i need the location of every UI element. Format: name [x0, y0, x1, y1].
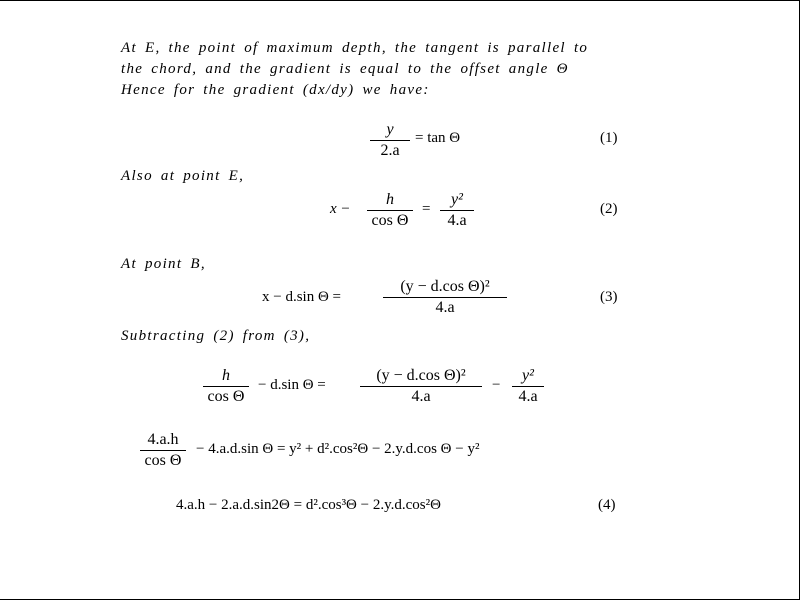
eq5-fraction-1 [203, 366, 249, 407]
eq3-lhs: x − d.sin Θ = [262, 289, 342, 305]
eq3-numerator: (y − d.cos Θ)² [400, 278, 490, 295]
intro-line-2: the chord, and the gradient is equal to the offset angle Θ [121, 61, 569, 77]
eq1-rhs: = tan Θ [415, 130, 461, 146]
eq5-denominator-2: 4.a [411, 388, 431, 405]
eq4-label: (4) [598, 497, 616, 513]
eq2-equals: = [422, 201, 431, 217]
eq6-fraction [140, 430, 186, 471]
eq2-label: (2) [600, 201, 618, 217]
frame-top-border [0, 0, 800, 1]
eq5-numerator-3: y² [522, 367, 534, 384]
eq6-denominator: cos Θ [144, 452, 182, 469]
intro-line-3: Hence for the gradient (dx/dy) we have: [121, 82, 430, 98]
eq5-minus: − [492, 377, 501, 393]
eq1-denominator: 2.a [380, 142, 400, 159]
subtract-text: Subtracting (2) from (3), [121, 328, 311, 344]
eq1-label: (1) [600, 130, 618, 146]
eq5-numerator-1: h [222, 367, 230, 384]
atb-text: At point B, [121, 256, 206, 272]
eq2-numerator-1: h [386, 191, 394, 208]
eq5-fraction-3 [512, 366, 544, 407]
intro-line-1: At E, the point of maximum depth, the tangent is parallel to [121, 40, 589, 56]
eq3-label: (3) [600, 289, 618, 305]
eq4-expression: 4.a.h − 2.a.d.sin2Θ = d².cos³Θ − 2.y.d.cos²Θ [176, 497, 441, 513]
eq6-numerator: 4.a.h [147, 431, 179, 448]
eq3-denominator: 4.a [435, 299, 455, 316]
eq2-numerator-2: y² [451, 191, 463, 208]
also-text: Also at point E, [121, 168, 245, 184]
eq1-numerator: y [386, 121, 394, 138]
eq5-denominator-3: 4.a [518, 388, 538, 405]
eq2-denominator-2: 4.a [447, 212, 467, 229]
eq3-fraction [383, 277, 507, 318]
eq5-middle: − d.sin Θ = [258, 377, 326, 393]
eq2-lhs: x − [330, 201, 351, 217]
eq2-denominator-1: cos Θ [371, 212, 409, 229]
eq5-fraction-2 [360, 366, 482, 407]
eq5-numerator-2: (y − d.cos Θ)² [376, 367, 466, 384]
eq1-fraction [370, 120, 410, 161]
eq2-fraction-1 [367, 190, 413, 231]
eq6-rhs: − 4.a.d.sin Θ = y² + d².cos²Θ − 2.y.d.cos Θ − y² [196, 441, 480, 457]
eq2-fraction-2 [440, 190, 474, 231]
eq5-denominator-1: cos Θ [207, 388, 245, 405]
